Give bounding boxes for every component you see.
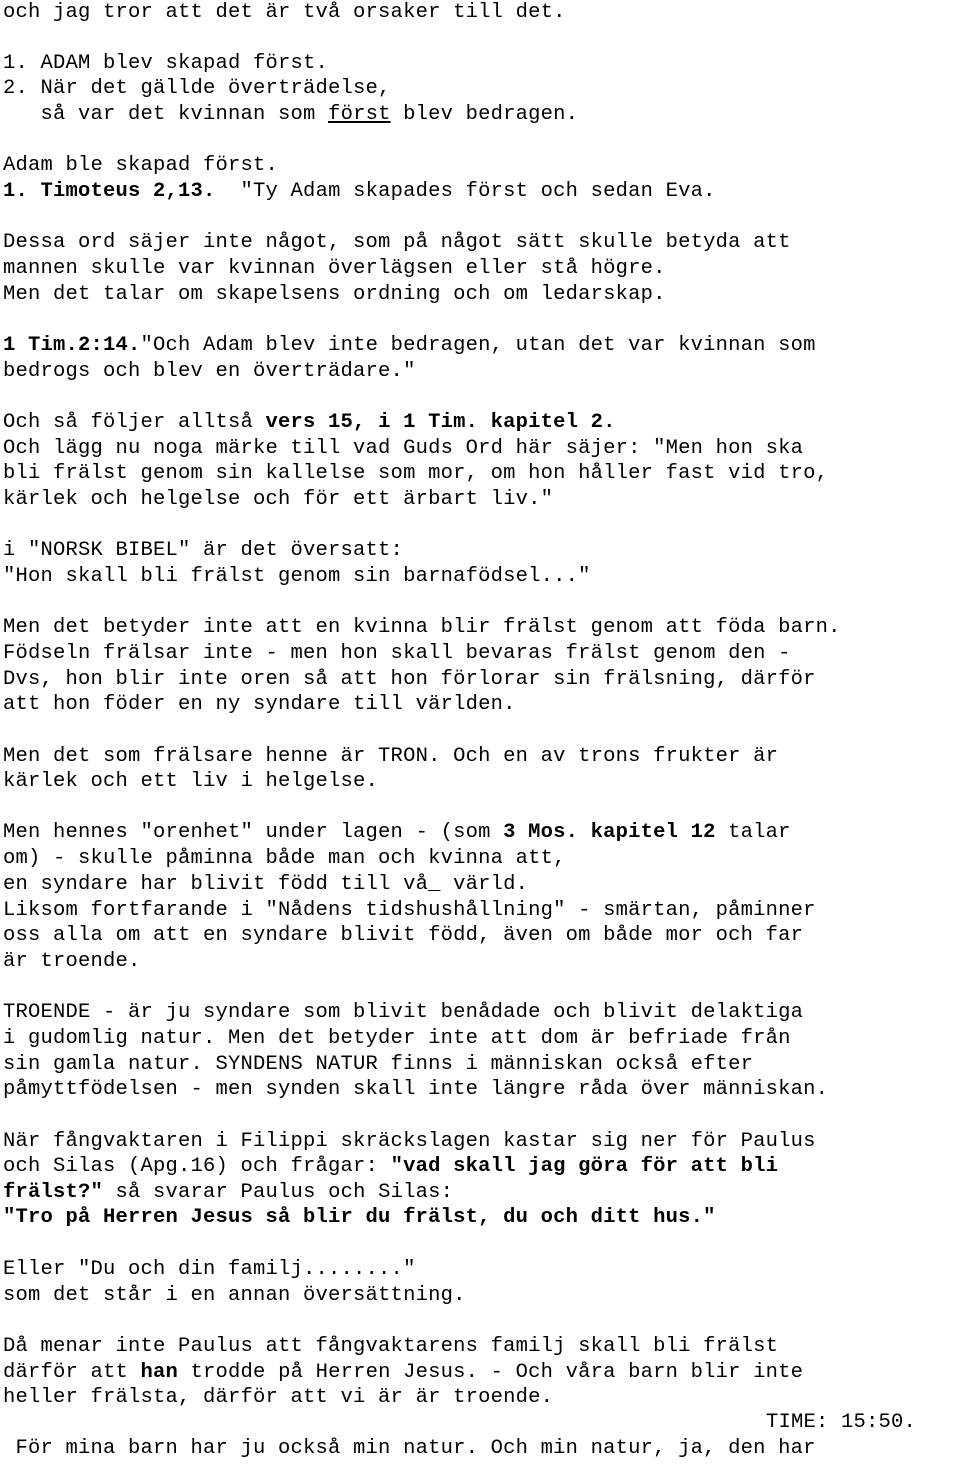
bold-quote: "vad skall jag göra för att bli xyxy=(390,1155,779,1178)
text-line: 2. När det gällde överträdelse, xyxy=(3,77,391,100)
text-line: bedrogs och blev en överträdare." xyxy=(3,360,416,383)
text-line: om) - skulle påminna både man och kvinna att, xyxy=(3,847,566,870)
text-line: För mina barn har ju också min natur. Och min natur, ja, den har xyxy=(3,1437,816,1460)
text-line: heller frälsta, därför att vi är är troende. xyxy=(3,1386,554,1409)
text-run: och Silas (Apg.16) och frågar: xyxy=(3,1155,391,1178)
text-line: När fångvaktaren i Filippi skräckslagen kastar sig ner för Paulus xyxy=(3,1130,816,1153)
text-line: oss alla om att en syndare blivit född, även om både mor och far xyxy=(3,924,804,947)
text-run: så svarar Paulus och Silas: xyxy=(103,1181,454,1204)
text-line: och jag tror att det är två orsaker till det. xyxy=(3,1,566,24)
text-line xyxy=(3,821,791,845)
text-line: Men det som frälsare henne är TRON. Och en av trons frukter är xyxy=(3,745,779,768)
text-run: talar xyxy=(715,821,791,844)
bold-word: han xyxy=(140,1361,179,1384)
text-line xyxy=(3,180,716,204)
bible-reference: 1. Timoteus 2,13. xyxy=(3,180,216,203)
text-line: i gudomlig natur. Men det betyder inte att dom är befriade från xyxy=(3,1027,791,1050)
bible-reference: 1 Tim.2:14. xyxy=(3,334,141,357)
text-line: att hon föder en ny syndare till världen. xyxy=(3,693,516,716)
text-line: påmyttfödelsen - men synden skall inte längre råda över människan. xyxy=(3,1078,829,1101)
bible-reference: 3 Mos. kapitel 12 xyxy=(503,821,716,844)
text-line: en syndare har blivit född till vå_ värld. xyxy=(3,873,529,896)
text-line: Födseln frälsar inte - men hon skall bevaras frälst genom den - xyxy=(3,642,791,665)
text-line: Eller "Du och din familj........" xyxy=(3,1258,416,1281)
text-run: blev bedragen. xyxy=(390,103,579,126)
text-line: mannen skulle var kvinnan överlägsen eller stå högre. xyxy=(3,257,666,280)
text-run: "Ty Adam skapades först och sedan Eva. xyxy=(215,180,716,203)
timestamp: TIME: 15:50. xyxy=(766,1411,917,1434)
text-run: "Och Adam blev inte bedragen, utan det var kvinnan som xyxy=(140,334,816,357)
text-line xyxy=(3,334,816,358)
text-line: Adam ble skapad först. xyxy=(3,154,279,177)
text-line: Dessa ord säjer inte något, som på något sätt skulle betyda att xyxy=(3,231,791,254)
text-line: "Tro på Herren Jesus så blir du frälst, du och ditt hus." xyxy=(3,1206,716,1229)
text-line xyxy=(3,1181,453,1205)
text-line xyxy=(3,103,578,127)
text-line: Liksom fortfarande i "Nådens tidshushållning" - smärtan, påminner xyxy=(3,899,816,922)
underlined-word: först xyxy=(328,103,391,126)
text-line: som det står i en annan översättning. xyxy=(3,1284,466,1307)
text-line: Då menar inte Paulus att fångvaktarens familj skall bli frälst xyxy=(3,1335,779,1358)
text-line xyxy=(3,411,616,435)
text-run: trodde på Herren Jesus. - Och våra barn blir inte xyxy=(178,1361,804,1384)
text-run: därför att xyxy=(3,1361,141,1384)
text-line: TROENDE - är ju syndare som blivit benådade och blivit delaktiga xyxy=(3,1001,804,1024)
text-run: Men hennes "orenhet" under lagen - (som xyxy=(3,821,504,844)
bold-quote: frälst?" xyxy=(3,1181,104,1204)
text-line: "Hon skall bli frälst genom sin barnafödsel..." xyxy=(3,565,591,588)
text-line: Och lägg nu noga märke till vad Guds Ord här säjer: "Men hon ska xyxy=(3,437,804,460)
text-line: Men det betyder inte att en kvinna blir frälst genom att föda barn. xyxy=(3,616,841,639)
text-line: kärlek och helgelse och för ett ärbart liv." xyxy=(3,488,554,511)
text-line xyxy=(3,1155,778,1179)
text-run: så var det kvinnan som xyxy=(3,103,329,126)
bible-reference: vers 15, i 1 Tim. kapitel 2. xyxy=(265,411,616,434)
text-line xyxy=(3,1361,803,1385)
text-line: i "NORSK BIBEL" är det översatt: xyxy=(3,539,404,562)
text-line: sin gamla natur. SYNDENS NATUR finns i människan också efter xyxy=(3,1053,754,1076)
text-line: Men det talar om skapelsens ordning och om ledarskap. xyxy=(3,283,666,306)
text-line: Dvs, hon blir inte oren så att hon förlorar sin frälsning, därför xyxy=(3,668,816,691)
text-line: kärlek och ett liv i helgelse. xyxy=(3,770,379,793)
text-line: 1. ADAM blev skapad först. xyxy=(3,52,329,75)
text-line: bli frälst genom sin kallelse som mor, om hon håller fast vid tro, xyxy=(3,462,829,485)
text-line: är troende. xyxy=(3,950,141,973)
text-run: Och så följer alltså xyxy=(3,411,266,434)
